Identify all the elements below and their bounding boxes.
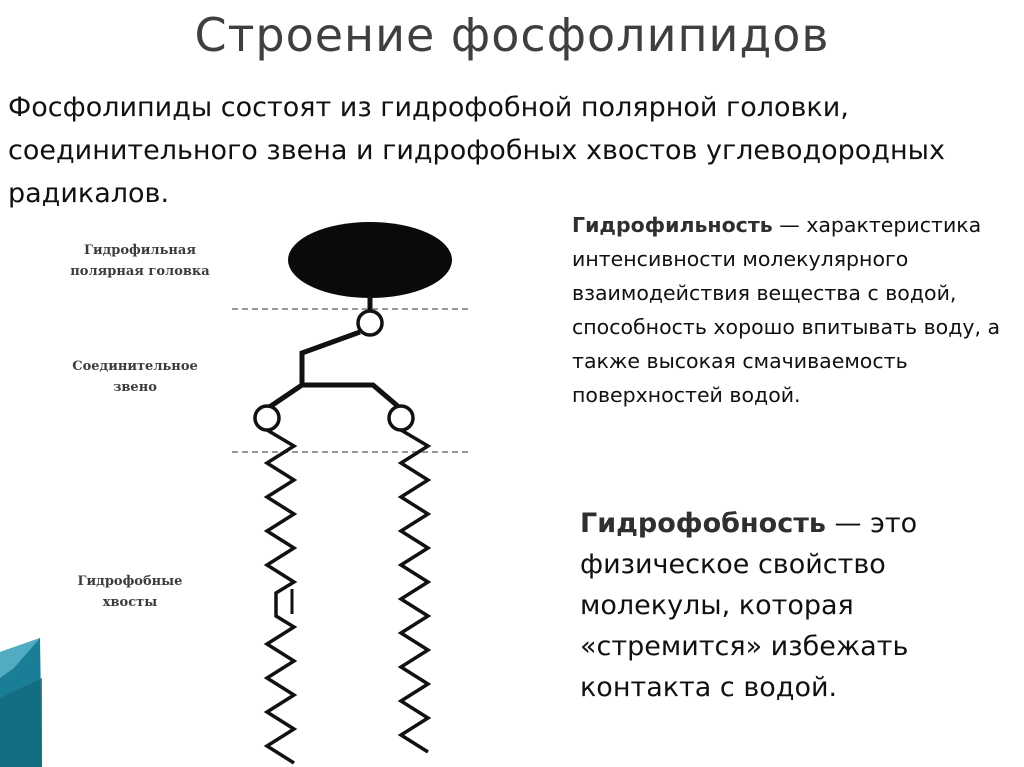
label-tails-line1: Гидрофобные	[77, 574, 183, 589]
intro-paragraph: Фосфолипиды состоят из гидрофобной полярной головки, соединительного звена и гидрофобных хвостов углеводородных радикалов.	[8, 92, 945, 209]
linker-node-right	[389, 406, 413, 430]
linker-node-top	[358, 311, 382, 335]
hydrophobicity-term: Гидрофобность	[580, 508, 826, 539]
linker-bond-a	[302, 332, 360, 385]
label-head-line1: Гидрофильная	[84, 243, 196, 258]
polar-head	[288, 222, 452, 298]
label-linker-line2: звено	[113, 380, 157, 395]
hydrophilicity-definition	[572, 208, 1017, 412]
hydrophilicity-text: — характеристика интенсивности молекулярного взаимодействия вещества с водой, способность хорошо впитывать воду, а также высокая смачиваемость поверхностей водой.	[572, 213, 1001, 407]
tail-left-zigzag	[267, 430, 294, 763]
label-tails-line2: хвосты	[102, 595, 158, 610]
slide-title: Строение фосфолипидов	[194, 8, 830, 62]
label-linker-line1: Соединительное	[72, 359, 198, 374]
linker-node-left	[255, 406, 279, 430]
label-head-line2: полярная головка	[70, 264, 210, 279]
tail-right-zigzag	[401, 430, 428, 752]
hydrophobicity-text: — это физическое свойство молекулы, которая «стремится» избежать контакта с водой.	[580, 508, 918, 703]
hydrophilicity-term: Гидрофильность	[572, 213, 773, 237]
corner-accent-shape	[0, 638, 46, 767]
hydrophobicity-definition	[580, 503, 1020, 708]
linker-bond-b	[268, 385, 400, 408]
